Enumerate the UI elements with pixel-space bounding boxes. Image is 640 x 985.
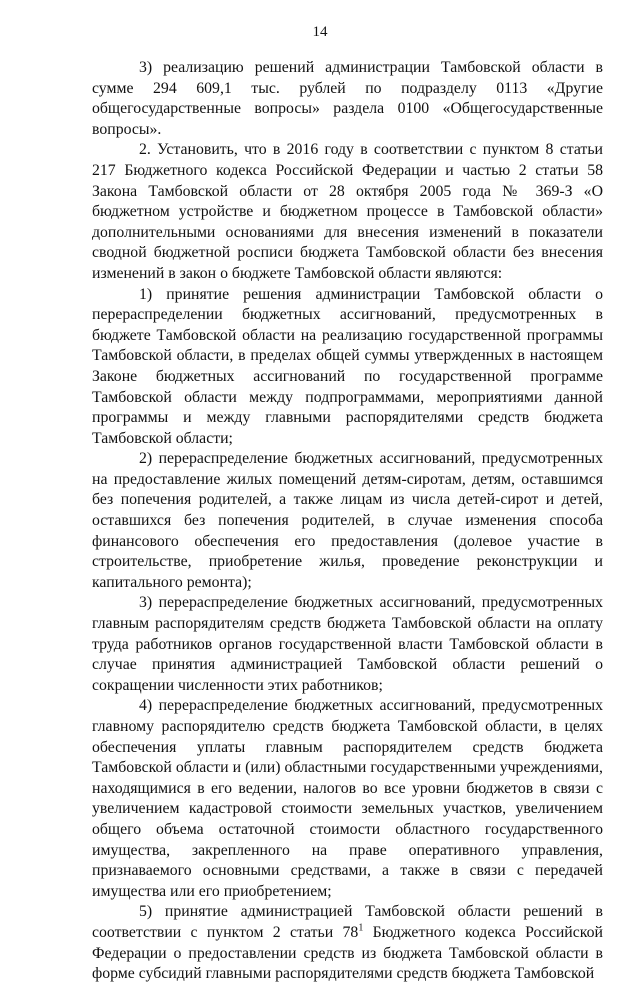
item-5-text-before: 5) принятие администрацией Тамбовской области решений в соответствии с пунктом 2 статьи 78 xyxy=(92,903,603,941)
paragraph-item-3: 3) перераспределение бюджетных ассигнований, предусмотренных главным распорядителям средств бюджета Тамбовской области на оплату труда работников органов государственной власти Тамбовской области в случае принятия администрацией Тамбовской области решений о сокращении численности этих работников; xyxy=(92,594,603,694)
paragraph-section-2-intro: 2. Установить, что в 2016 году в соответствии с пунктом 8 статьи 217 Бюджетного кодекса Российской Федерации и частью 2 статьи 58 Закона Тамбовской области от 28 октября 2005 года № 369-З «О бюджетном устройстве и бюджетном процессе в Тамбовской области» дополнительными основаниями для внесения изменений в показатели сводной бюджетной росписи бюджета Тамбовской области без внесения изменений в закон о бюджете Тамбовской области являются: xyxy=(92,141,603,282)
paragraph-item-5 xyxy=(92,902,603,984)
item-5-superscript: 1 xyxy=(358,922,364,934)
paragraph-item-1: 1) принятие решения администрации Тамбовской области о перераспределении бюджетных ассигнований, предусмотренных в бюджете Тамбовской области на реализацию государственной программы Тамбовской области, в пределах общей суммы утвержденных в настоящем Законе бюджетных ассигнований по государственной программе Тамбовской области между подпрограммами, мероприятиями данной программы и между главными распорядителями средств бюджета Тамбовской области; xyxy=(92,285,603,447)
page-number: 14 xyxy=(312,24,328,40)
paragraph-item-3-reserve-fund: 3) реализацию решений администрации Тамбовской области в сумме 294 609,1 тыс. рублей по подразделу 0113 «Другие общегосударственные вопросы» раздела 0100 «Общегосударственные вопросы». xyxy=(92,59,603,138)
document-body xyxy=(92,58,603,985)
paragraph-item-4: 4) перераспределение бюджетных ассигнований, предусмотренных главному распорядителю средств бюджета Тамбовской области, в целях обеспечения уплаты главным распорядителем средств бюджета Тамбовской области и (или) областными государственными учреждениями, находящимися в его ведении, налогов во все уровни бюджетов в связи с увеличением кадастровой стоимости земельных участков, увеличением общего объема остаточной стоимости областного государственного имущества, закрепленного на праве оперативного управления, признаваемого основными средствами, а также в связи с передачей имущества или его приобретением; xyxy=(92,697,603,900)
item-5-text-after: Бюджетного кодекса Российской Федерации о предоставлении средств из бюджета Тамбовской области в форме субсидий главными распорядителями средств бюджета Тамбовской xyxy=(92,923,603,983)
paragraph-item-2: 2) перераспределение бюджетных ассигнований, предусмотренных на предоставление жилых помещений детям-сиротам, детям, оставшимся без попечения родителей, а также лицам из числа детей-сирот и детей, оставшихся без попечения родителей, в случае изменения способа финансового обеспечения его предоставления (долевое участие в строительстве, приобретение жилья, проведение реконструкции и капитального ремонта); xyxy=(92,450,603,591)
